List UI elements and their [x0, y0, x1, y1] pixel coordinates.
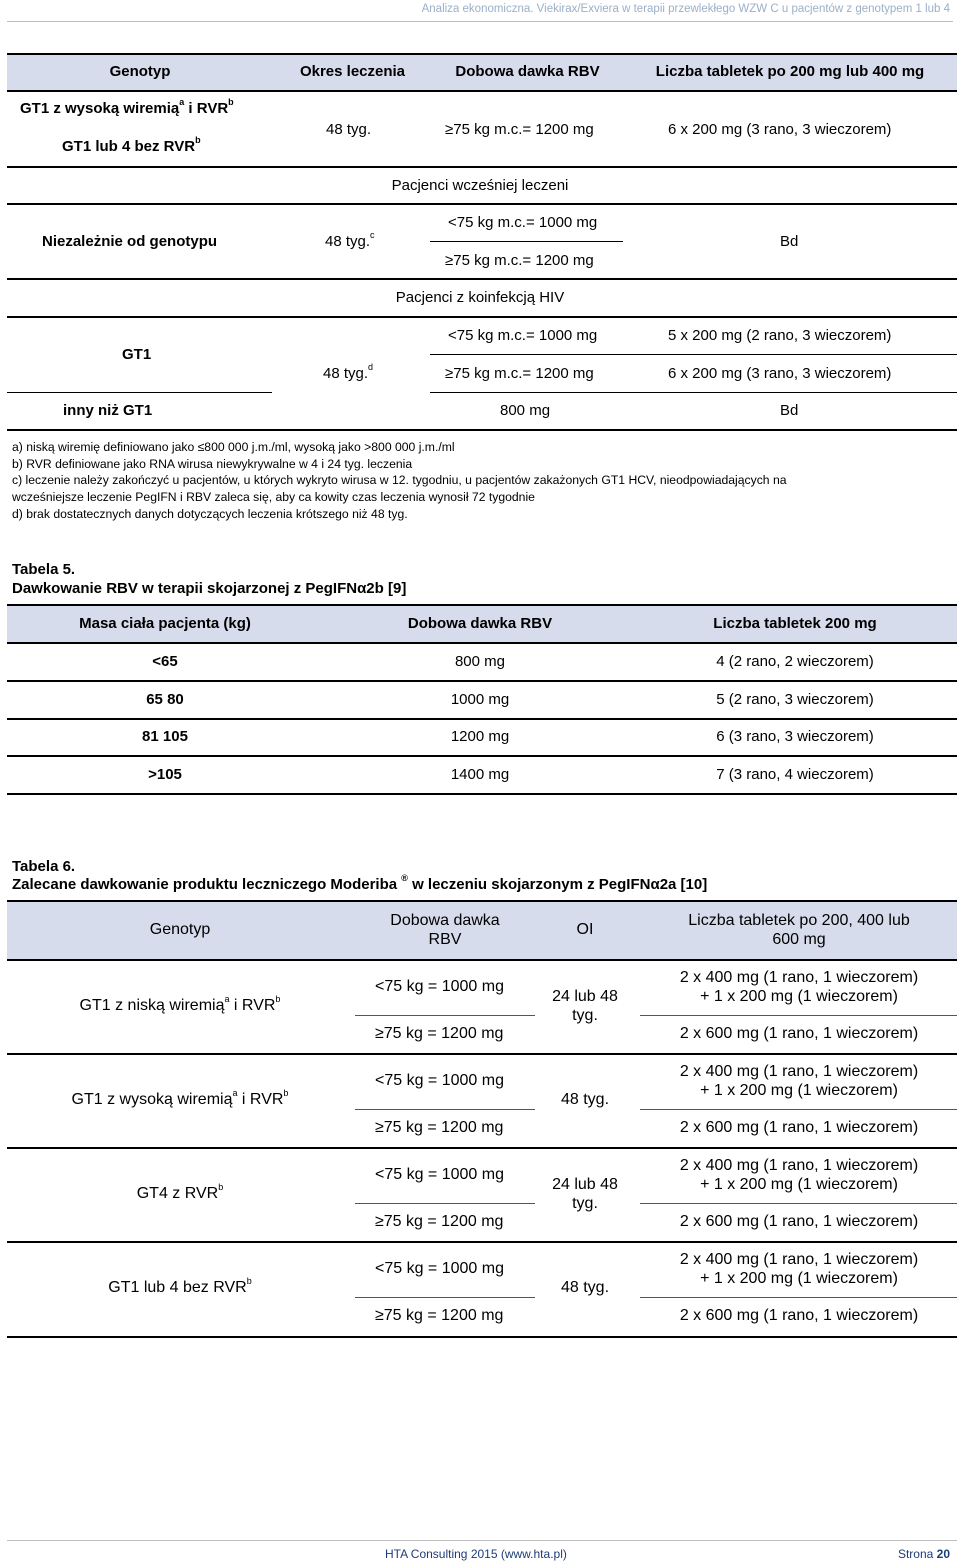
daily-dose: 800 mg [454, 653, 506, 670]
treatment-period: 48 tyg. [560, 1091, 610, 1108]
treatment-period: 24 lub 48 [552, 1176, 618, 1193]
footnote-b: b) RVR definiowane jako RNA wirusa niewykrywalne w 4 i 24 tyg. leczenia [12, 457, 413, 471]
tablet-count: 6 x 200 mg (3 rano, 3 wieczorem) [668, 365, 892, 382]
genotype: GT4 z RVR$^b$ [136, 1182, 224, 1202]
tablet-count: 5 (2 rano, 3 wieczorem) [716, 691, 874, 708]
body-weight: >105 [148, 766, 182, 783]
treatment-period: 48 tyg.$^c$ [325, 230, 375, 250]
table6-label: Tabela 6. [12, 858, 76, 875]
section-title-hiv-coinfection: Pacjenci z koinfekcją HIV [395, 289, 565, 306]
header-divider [7, 21, 953, 22]
tablet-count: 2 x 400 mg (1 rano, 1 wieczorem) [679, 1157, 919, 1174]
tablet-count: 2 x 600 mg (1 rano, 1 wieczorem) [679, 1119, 919, 1136]
genotype-non-gt1: inny niż GT1 [63, 402, 153, 419]
genotype-gt1: GT1 [122, 346, 152, 363]
page-number: Strona 20 [897, 1547, 950, 1561]
genotype: GT1 z wysoką wiremią$^a$ i RVR$^b$ [71, 1088, 289, 1108]
tablet-count: Bd [780, 233, 799, 250]
tablet-count: 2 x 400 mg (1 rano, 1 wieczorem) [679, 969, 919, 986]
header-genotype: Genotyp [109, 63, 171, 80]
daily-dose: 1400 mg [450, 766, 510, 783]
table5-label: Tabela 5. [12, 561, 76, 578]
header-period: Okres leczenia [299, 63, 406, 80]
daily-dose: 800 mg [500, 402, 551, 419]
tablet-count: 2 x 600 mg (1 rano, 1 wieczorem) [679, 1025, 919, 1042]
daily-dose-under-75: <75 kg = 1000 mg [375, 1072, 504, 1089]
genotype-gt1-high-viremia: GT1 z wysoką wiremią$^a$ i RVR$^b$ [20, 97, 234, 117]
daily-dose-over-75: ≥75 kg m.c.= 1200 mg [445, 252, 594, 269]
treatment-period-unit: tyg. [572, 1007, 598, 1024]
daily-dose-over-75: ≥75 kg = 1200 mg [375, 1213, 504, 1230]
daily-dose-under-75: <75 kg m.c.= 1000 mg [448, 214, 598, 231]
daily-dose-under-75: <75 kg = 1000 mg [375, 978, 504, 995]
tablet-count: Bd [780, 402, 799, 419]
footnote-c-continued: wcześniejsze leczenie PegIFN i RBV zaleca się, aby ca kowity czas leczenia wynosił 72 tygodnie [12, 490, 535, 504]
daily-dose-over-75: ≥75 kg = 1200 mg [375, 1119, 504, 1136]
daily-dose-under-75: <75 kg = 1000 mg [375, 1260, 504, 1277]
daily-dose: 1200 mg [450, 728, 510, 745]
tablet-count: 5 x 200 mg (2 rano, 3 wieczorem) [668, 327, 892, 344]
daily-dose-under-75: <75 kg m.c.= 1000 mg [448, 327, 598, 344]
daily-dose: 1000 mg [450, 691, 510, 708]
footnote-a: a) niską wiremię definiowano jako ≤800 000 j.m./ml, wysoką jako >800 000 j.m./ml [12, 440, 455, 454]
tablet-count: 6 x 200 mg (3 rano, 3 wieczorem) [668, 121, 892, 138]
body-weight: 65 80 [146, 691, 184, 708]
header-tablets: Liczba tabletek po 200 mg lub 400 mg [655, 63, 925, 80]
tablet-count: + 1 x 200 mg (1 wieczorem) [700, 1082, 898, 1099]
table6-title: Zalecane dawkowanie produktu leczniczego Moderiba ® w leczeniu skojarzonym z PegIFNα2a [10] [12, 873, 708, 893]
header-dose: Dobowa dawka RBV [455, 63, 600, 80]
header-ol: OI [576, 921, 594, 938]
footer-source: HTA Consulting 2015 (www.hta.pl) [385, 1547, 567, 1561]
section-title-previously-treated: Pacjenci wcześniej leczeni [391, 177, 569, 194]
daily-dose: ≥75 kg m.c.= 1200 mg [445, 121, 594, 138]
tablet-count: + 1 x 200 mg (1 wieczorem) [700, 988, 898, 1005]
footnote-c: c) leczenie należy zakończyć u pacjentów, u których wykryto wirusa w 12. tygodniu, u pacjentów zakażonych GT1 HCV, nieodpowiadających na [12, 473, 787, 487]
treatment-period-unit: tyg. [572, 1195, 598, 1212]
table5-title: Dawkowanie RBV w terapii skojarzonej z PegIFNα2b [9] [12, 580, 407, 597]
body-weight: <65 [152, 653, 178, 670]
tablet-count: 2 x 400 mg (1 rano, 1 wieczorem) [679, 1063, 919, 1080]
genotype: GT1 z niską wiremią$^a$ i RVR$^b$ [79, 994, 281, 1014]
header-tablets-line2: 600 mg [772, 931, 826, 948]
tablet-count: 7 (3 rano, 4 wieczorem) [716, 766, 874, 783]
genotype: GT1 lub 4 bez RVR$^b$ [108, 1276, 252, 1296]
header-tablets-line1: Liczba tabletek po 200, 400 lub [688, 912, 910, 929]
header-dose: Dobowa dawka RBV [407, 615, 553, 632]
treatment-period: 24 lub 48 [552, 988, 618, 1005]
daily-dose-over-75: ≥75 kg = 1200 mg [375, 1307, 504, 1324]
daily-dose-under-75: <75 kg = 1000 mg [375, 1166, 504, 1183]
daily-dose-over-75: ≥75 kg = 1200 mg [375, 1025, 504, 1042]
treatment-period: 48 tyg.$^d$ [323, 362, 374, 382]
treatment-period: 48 tyg. [560, 1279, 610, 1296]
running-header: Analiza ekonomiczna. Viekirax/Exviera w terapii przewlekłego WZW C u pacjentów z genotypem 1 lub 4 [421, 3, 950, 15]
tablet-count: + 1 x 200 mg (1 wieczorem) [700, 1270, 898, 1287]
tablet-count: + 1 x 200 mg (1 wieczorem) [700, 1176, 898, 1193]
header-dose-line2: RBV [428, 931, 462, 948]
tablet-count: 2 x 400 mg (1 rano, 1 wieczorem) [679, 1251, 919, 1268]
footnote-d: d) brak dostatecznych danych dotyczących leczenia krótszego niż 48 tyg. [12, 507, 408, 521]
tablet-count: 2 x 600 mg (1 rano, 1 wieczorem) [679, 1307, 919, 1324]
treatment-period: 48 tyg. [326, 121, 372, 138]
genotype-any: Niezależnie od genotypu [42, 233, 218, 250]
tablet-count: 4 (2 rano, 2 wieczorem) [716, 653, 874, 670]
header-genotype: Genotyp [149, 921, 211, 938]
genotype-gt1-4-no-rvr: GT1 lub 4 bez RVR$^b$ [62, 135, 201, 155]
footer-divider [7, 1540, 957, 1541]
header-dose-line1: Dobowa dawka [390, 912, 500, 929]
daily-dose-over-75: ≥75 kg m.c.= 1200 mg [445, 365, 594, 382]
header-tablets: Liczba tabletek 200 mg [713, 615, 877, 632]
tablet-count: 6 (3 rano, 3 wieczorem) [716, 728, 874, 745]
tablet-count: 2 x 600 mg (1 rano, 1 wieczorem) [679, 1213, 919, 1230]
header-body-weight: Masa ciała pacjenta (kg) [79, 615, 251, 632]
body-weight: 81 105 [142, 728, 188, 745]
